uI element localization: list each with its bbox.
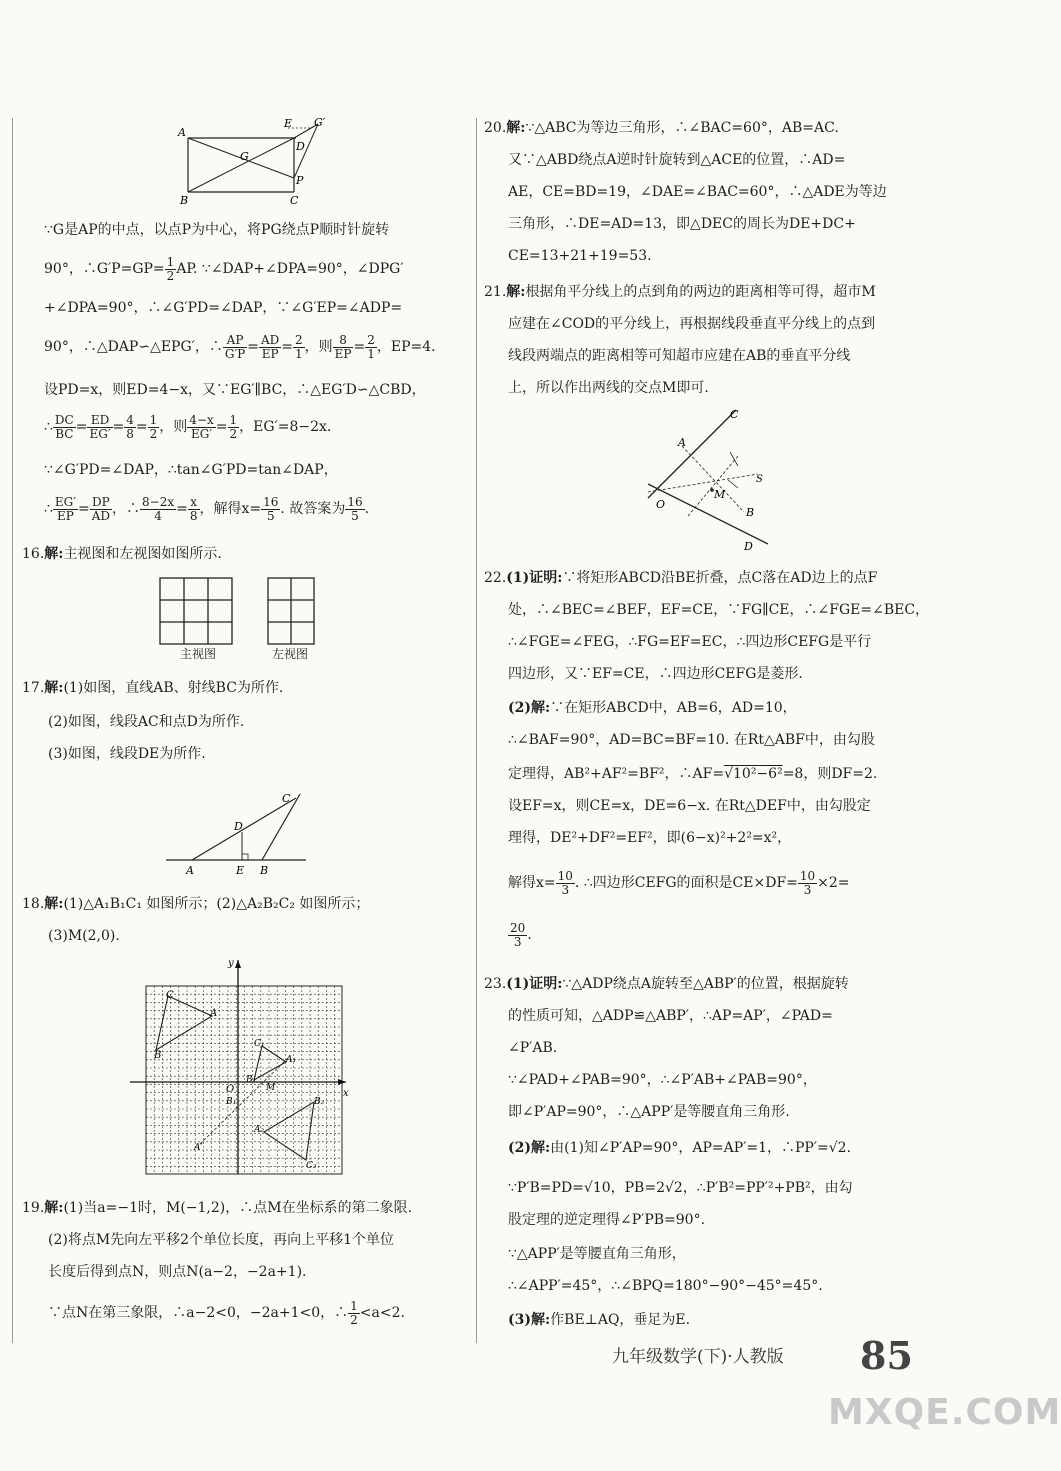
q21-line-3: 线段两端点的距离相等可知超市应建在AB的垂直平分线 [508,348,851,364]
question-number: 18. [22,896,45,912]
numerator: 8 [333,334,354,348]
svg-text:A: A [178,126,186,139]
fraction [53,414,76,440]
q22-text: ∵将矩形ABCD沿BE折叠，点C落在AD边上的点F [562,570,878,586]
q17-line-1 [22,680,283,696]
svg-text:B: B [746,506,755,519]
q15-text: ，则 [159,419,188,436]
q21-line-2: 应建在∠COD的平分线上，再根据线段垂直平分线上的点到 [508,316,876,332]
numerator: 1 [166,255,175,269]
fraction [556,870,575,896]
q19-line-4 [48,1300,405,1326]
q23-line-3: ∠P′AB. [508,1040,558,1056]
svg-text:D: D [296,140,305,153]
svg-text:C₁: C₁ [254,1039,265,1049]
fraction [148,414,160,440]
q22-text: 定理得，AB²+AF²=BF²，∴AF= [508,766,725,782]
fraction [124,414,136,440]
q15-line-5: 设PD=x，则ED=4−x，又∵EG′∥BC，∴△EG′D∽△CBD， [44,382,426,398]
svg-text:E: E [284,117,293,130]
q19-text: <a<2. [359,1305,405,1322]
column-divider [476,118,477,1343]
numerator: 16 [263,495,279,509]
q23-text: ∵△ADP绕点A旋转至△ABP′的位置，根据旋转 [562,976,849,992]
svg-text:B: B [154,1050,162,1061]
left-border [12,118,13,1343]
q23-line-4: ∵∠PAD+∠PAB=90°，∴∠P′AB+∠PAB=90°， [508,1072,817,1088]
q15-line-4 [44,334,436,360]
q15-text: ，解得x= [199,501,262,518]
fraction [140,496,176,522]
svg-text:B: B [180,194,189,207]
svg-text:O: O [226,1084,235,1095]
svg-text:D: D [234,820,243,833]
sqrt-expression: √10²−6² [724,766,783,782]
fraction [798,870,817,896]
q21-text: 根据角平分线上的点到角的两边的距离相等可得，超市M [525,284,876,300]
fraction [333,334,354,360]
fraction [348,1300,360,1326]
denominator: 8 [126,426,134,441]
answer-label: 解: [506,284,526,300]
denominator: EP [57,508,74,523]
numerator: ED [87,414,112,428]
numerator: 1 [350,1299,358,1313]
fraction [53,496,78,522]
q15-text: = [75,419,88,436]
question-number: 16. [22,546,45,562]
denominator: 3 [561,882,570,897]
svg-text:x: x [343,1088,349,1099]
q15-text: = [78,501,90,518]
answer-label: 解: [44,1200,64,1216]
svg-text:B₂: B₂ [314,1097,325,1107]
q15-line-2 [44,256,404,282]
numerator: 20 [510,921,526,935]
numerator: 1 [149,413,158,427]
q22-text: 解得x= [508,875,556,892]
fraction [223,334,247,360]
q15-line-8 [44,496,369,522]
denominator: G′P [224,346,246,361]
svg-text:C: C [290,194,299,207]
q15-text: ∴ [44,419,53,436]
q15-text: . 故答案为 [280,501,346,518]
q23-text: 由(1)知∠P′AP=90°，AP=AP′=1，∴PP′=√2. [550,1140,852,1156]
denominator: 2 [166,268,175,283]
q22-line-9: 理得，DE²+DF²=EF²，即(6−x)²+2²=x²， [508,830,792,846]
fraction [293,334,305,360]
denominator: 3 [513,934,522,949]
q17-text: (1)如图，直线AB、射线BC为所作. [63,680,284,696]
svg-text:O: O [656,498,666,511]
svg-text:A: A [678,436,686,449]
q15-text: = [281,339,293,356]
question-number: 21. [484,284,507,300]
svg-text:A: A [210,1008,218,1019]
q22-text: =8，则DF=2. [782,766,878,782]
denominator: EP [261,346,279,361]
denominator: EG′ [89,426,111,441]
question-number: 17. [22,680,45,696]
q15-text: 90°，∴△DAP∽△EPG′，∴ [44,339,223,356]
question-number: 19. [22,1200,45,1216]
q15-text: = [247,339,259,356]
numerator: 4 [126,413,134,427]
q15-text: ，EP=4. [376,339,436,356]
numerator: 10 [799,869,816,883]
q23-line-11 [508,1312,690,1328]
svg-text:M: M [714,488,726,501]
numerator: 10 [557,869,573,883]
q23-line-6 [508,1140,851,1156]
proof-label: (1)证明: [506,976,563,992]
q22-line-7 [508,766,877,782]
q15-text: AP. ∵∠DAP+∠DPA=90°，∠DPG′ [176,261,404,278]
q23-line-10: ∴∠APP′=45°，∴∠BPQ=180°−90°−45°=45°. [508,1278,823,1294]
svg-text:C: C [166,990,174,1001]
q20-line-3: AE，CE=BD=19，∠DAE=∠BAC=60°，∴△ADE为等边 [508,184,887,200]
q16-line [22,546,222,562]
numerator: AP [223,334,247,348]
q17-figure [164,784,314,880]
fraction [365,334,377,360]
answer-label: (2)解: [508,700,551,716]
denominator: AD [91,508,111,523]
svg-text:A: A [186,864,194,877]
q22-line-4: 四边形，又∵EF=CE，∴四边形CEFG是菱形. [508,666,803,682]
fraction [345,496,364,522]
svg-text:C: C [730,408,739,421]
q23-line-5: 即∠P′AP=90°，∴△APP′是等腰直角三角形. [508,1104,790,1120]
svg-text:B₁: B₁ [246,1075,257,1085]
q22-line-11: $\frac{20}{3}$ . [510,921,532,949]
q15-line-1: ∵G是AP的中点，以点P为中心，将PG绕点P顺时针旋转 [44,222,390,238]
answer-label: 解: [44,896,64,912]
question-number: 22. [484,570,507,586]
q23-line-2: 的性质可知，△ADP≌△ABP′，∴AP=AP′，∠PAD= [508,1008,833,1024]
numerator: x [188,496,200,510]
denominator: 1 [295,346,303,361]
fraction [90,496,112,522]
q15-text: ，∴ [112,501,141,518]
q22-line-3: ∴∠FGE=∠FEG，∴FG=EF=EC，∴四边形CEFG是平行 [508,634,872,650]
q20-line-1 [484,120,839,136]
svg-text:S: S [756,474,763,485]
rectangle-figure [176,116,336,208]
numerator: 4−x [189,413,214,427]
q22-line-2: 处，∴∠BEC=∠BEF，EF=CE，∵FG∥CE，∴∠FGE=∠BEC， [508,602,930,618]
q15-text: = [135,419,148,436]
svg-text:y: y [228,958,234,969]
q15-text: = [112,419,125,436]
numerator: AD [260,333,280,347]
numerator: 1 [229,413,238,427]
denominator: 8 [189,508,198,523]
q19-text: (1)当a=−1时，M(−1,2)，∴点M在坐标系的第二象限. [63,1200,413,1216]
q15-line-3: +∠DPA=90°，∴∠G′PD=∠DAP，∵∠G′EP=∠ADP= [44,300,403,316]
denominator: 2 [149,426,158,441]
fraction [188,496,200,522]
svg-text:B₁: B₁ [226,1097,237,1107]
q18-line-1 [22,896,369,912]
page-number: 85 [860,1333,913,1378]
svg-text:E: E [236,864,245,877]
numerator: 16 [347,495,363,509]
q15-line-6 [44,414,331,440]
svg-text:C: C [282,792,291,805]
q19-line-1 [22,1200,412,1216]
q18-text: (1)△A₁B₁C₁ 如图所示；(2)△A₂B₂C₂ 如图所示； [63,896,370,912]
answer-label: (2)解: [508,1140,551,1156]
q15-text: = [215,419,228,436]
q22-line-8: 设EF=x，则CE=x，DE=6−x. 在Rt△DEF中，由勾股定 [508,798,871,814]
q18-line-2: (3)M(2,0). [48,928,120,944]
q15-line-7: ∵∠G′PD=∠DAP，∴tan∠G′PD=tan∠DAP， [44,462,338,478]
numerator: 2 [295,333,303,347]
fraction [87,414,112,440]
svg-text:A′: A′ [194,1143,203,1153]
q23-line-9: ∵△APP′是等腰直角三角形， [508,1246,686,1262]
q20-line-5: CE=13+21+19=53. [508,248,652,264]
q20-line-2: 又∵△ABD绕点A逆时针旋转到△ACE的位置，∴AD= [508,152,846,168]
denominator: EP [334,346,352,361]
svg-text:B: B [260,864,269,877]
q22-line-10 [508,870,850,896]
denominator: 2 [350,1312,358,1327]
q19-line-3: 长度后得到点N，则点N(a−2，−2a+1). [48,1264,307,1280]
q19-line-2: (2)将点M先向左平移2个单位长度，再向上平移1个单位 [48,1232,394,1248]
fraction [187,414,215,440]
q20-line-4: 三角形，∴DE=AD=13，即△DEC的周长为DE+DC+ [508,216,856,232]
q15-text: 90°，∴G′P=GP= [44,261,165,278]
fraction [261,496,280,522]
q22-line-5 [508,700,797,716]
coordinate-grid-figure [124,954,352,1178]
proof-label: (1)证明: [506,570,563,586]
q22-line-1 [484,570,877,586]
denominator: 2 [229,426,238,441]
denominator: EG′ [190,426,213,441]
numerator: EG′ [54,495,76,509]
denominator: 3 [803,882,812,897]
q17-line-3: (3)如图，线段DE为所作. [48,746,206,762]
numerator: DP [90,496,112,510]
book-title-footer: 九年级数学(下)·人教版 [612,1347,784,1367]
denominator: BC [55,426,74,441]
svg-text:C₂: C₂ [306,1161,317,1171]
fraction [165,256,177,282]
q22-line-6: ∴∠BAF=90°，AD=BC=BF=10. 在Rt△ABF中，由勾股 [508,732,875,748]
q20-text: ∵△ABC为等边三角形，∴∠BAC=60°，AB=AC. [525,120,839,136]
svg-text:G′: G′ [314,116,326,129]
left-view-label: 左视图 [272,647,309,661]
q15-text: ，则 [304,339,333,356]
numerator: 2 [367,333,375,347]
q21-line-1 [484,284,876,300]
q23-line-1 [484,976,849,992]
fraction [259,334,281,360]
answer-label: 解: [44,680,64,696]
svg-text:G: G [240,150,249,163]
q22-text: ×2= [817,875,850,892]
question-number: 23. [484,976,507,992]
q21-line-4: 上，所以作出两线的交点M即可. [508,380,709,396]
front-view-label: 主视图 [180,647,217,661]
svg-text:A₂: A₂ [254,1125,265,1135]
answer-label: 解: [44,546,64,562]
q22-text: ∵在矩形ABCD中，AB=6，AD=10， [550,700,797,716]
q23-line-7: ∵P′B=PD=√10，PB=2√2，∴P′B²=PP′²+PB²，由勾 [508,1180,853,1196]
q22-text: . ∴四边形CEFG的面积是CE×DF= [574,875,798,892]
q15-text: ∴ [44,501,53,518]
svg-text:M: M [266,1083,276,1093]
denominator: 4 [154,508,162,523]
svg-text:A₁: A₁ [286,1055,297,1065]
answer-label: (3)解: [508,1312,551,1328]
q15-text: . [364,501,370,518]
q23-line-8: 股定理的逆定理得∠P′PB=90°. [508,1212,706,1228]
fraction [228,414,240,440]
q23-text: 作BE⊥AQ，垂足为E. [550,1312,691,1328]
denominator: 5 [266,508,275,523]
q15-text: ，EG′=8−2x. [239,419,332,436]
denominator: 5 [351,508,359,523]
q15-text: = [176,501,188,518]
svg-text:D: D [744,540,753,553]
watermark-text: MXQE.COM [828,1392,1061,1433]
fraction [508,922,527,948]
q16-text: 主视图和左视图如图所示. [63,546,222,562]
answer-label: 解: [506,120,526,136]
q17-line-2: (2)如图，线段AC和点D为所作. [48,714,245,730]
numerator: 8−2x [142,495,175,509]
svg-text:P: P [296,174,304,187]
q19-text: ∵点N在第三象限，∴a−2<0，−2a+1<0，∴ [48,1305,349,1322]
numerator: DC [54,413,74,427]
q21-figure [618,404,788,554]
denominator: 1 [367,346,375,361]
q15-text: = [353,339,366,356]
question-number: 20. [484,120,507,136]
